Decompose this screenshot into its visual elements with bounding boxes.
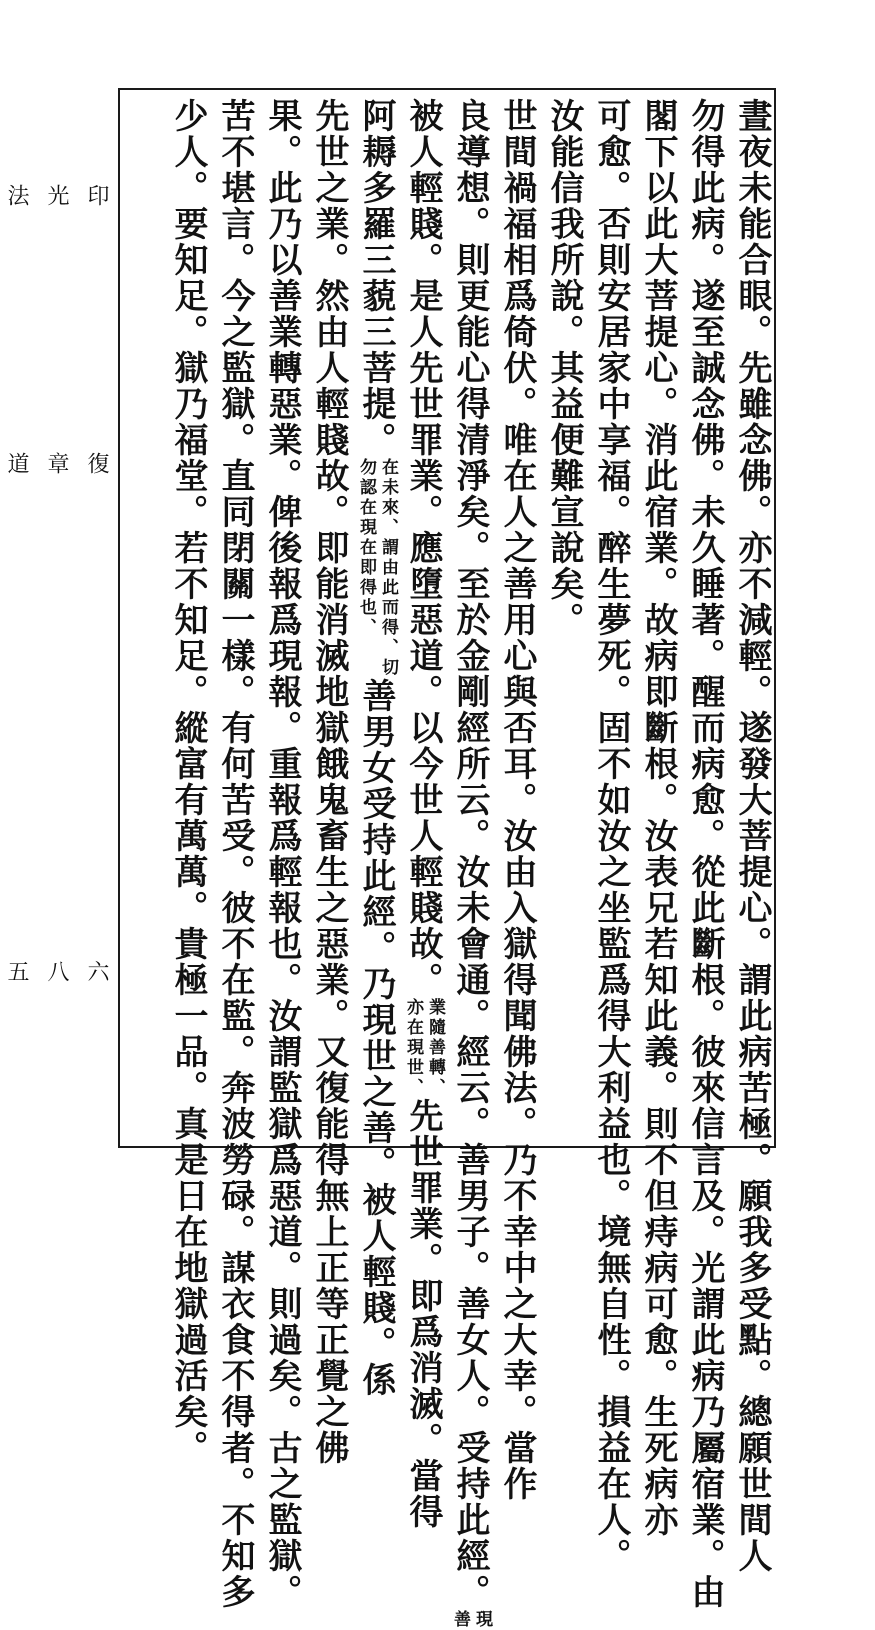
text-column: 先世之業。然由人輕賤故。即能消滅地獄餓鬼畜生之惡業。又復能得無上正等正覺之佛 bbox=[309, 98, 349, 1466]
text-column: 汝能信我所說。其益便難宣說矣。 bbox=[544, 98, 584, 638]
letter-title: 復章道 bbox=[4, 452, 109, 476]
text-column: 阿耨多羅三藐三菩提。 在未來、謂由此而得、切 勿認在現在即得也、 善男女受持此經。乃現世之善。被人輕賤。係 bbox=[356, 98, 398, 1398]
interlinear-note: 在未來、謂由此而得、切 勿認在現在即得也、 bbox=[356, 458, 398, 678]
text-column: 良導想。則更能心得清淨矣。至於金剛經所云。汝未會通。經云。善男子。善女人。受持此經。 現 善 bbox=[450, 98, 492, 1630]
text-column: 勿得此病。遂至誠念佛。未久睡著。醒而病愈。從此斷根。彼來信言及。光謂此病乃屬宿業。由 bbox=[685, 98, 725, 1610]
text-column: 少人。要知足。獄乃福堂。若不知足。縱富有萬萬。貴極一品。真是日在地獄過活矣。 bbox=[168, 98, 208, 1466]
text-column: 閣下以此大菩提心。消此宿業。故病即斷根。汝表兄若知此義。則不但痔病可愈。生死病亦 bbox=[638, 98, 678, 1538]
interlinear-note: 業隨善轉、 亦在現世、 bbox=[403, 998, 445, 1098]
text-column: 果。此乃以善業轉惡業。俾後報爲現報。重報爲輕報也。汝謂監獄爲惡道。則過矣。古之監獄。 bbox=[262, 98, 302, 1610]
book-title: 印光法 bbox=[4, 184, 109, 208]
interlinear-note: 現 善 bbox=[450, 1610, 492, 1630]
main-text bbox=[115, 98, 775, 1630]
text-column: 被人輕賤。是人先世罪業。應墮惡道。以今世人輕賤故。 業隨善轉、 亦在現世、 先世罪業。即爲消滅。當得 bbox=[403, 98, 445, 1530]
text-column: 晝夜未能合眼。先雖念佛。亦不減輕。遂發大菩提心。謂此病苦極。願我多受點。總願世間人 bbox=[732, 98, 772, 1574]
text-column: 世間禍福相爲倚伏。唯在人之善用心與否耳。汝由入獄得聞佛法。乃不幸中之大幸。當作 bbox=[497, 98, 537, 1502]
text-column: 苦不堪言。今之監獄。直同閉關一樣。有何苦受。彼不在監。奔波勞碌。謀衣食不得者。不知多 bbox=[215, 98, 255, 1610]
page-number: 六八五 bbox=[4, 960, 109, 984]
text-column: 可愈。否則安居家中享福。醉生夢死。固不如汝之坐監爲得大利益也。境無自性。損益在人。 bbox=[591, 98, 631, 1574]
